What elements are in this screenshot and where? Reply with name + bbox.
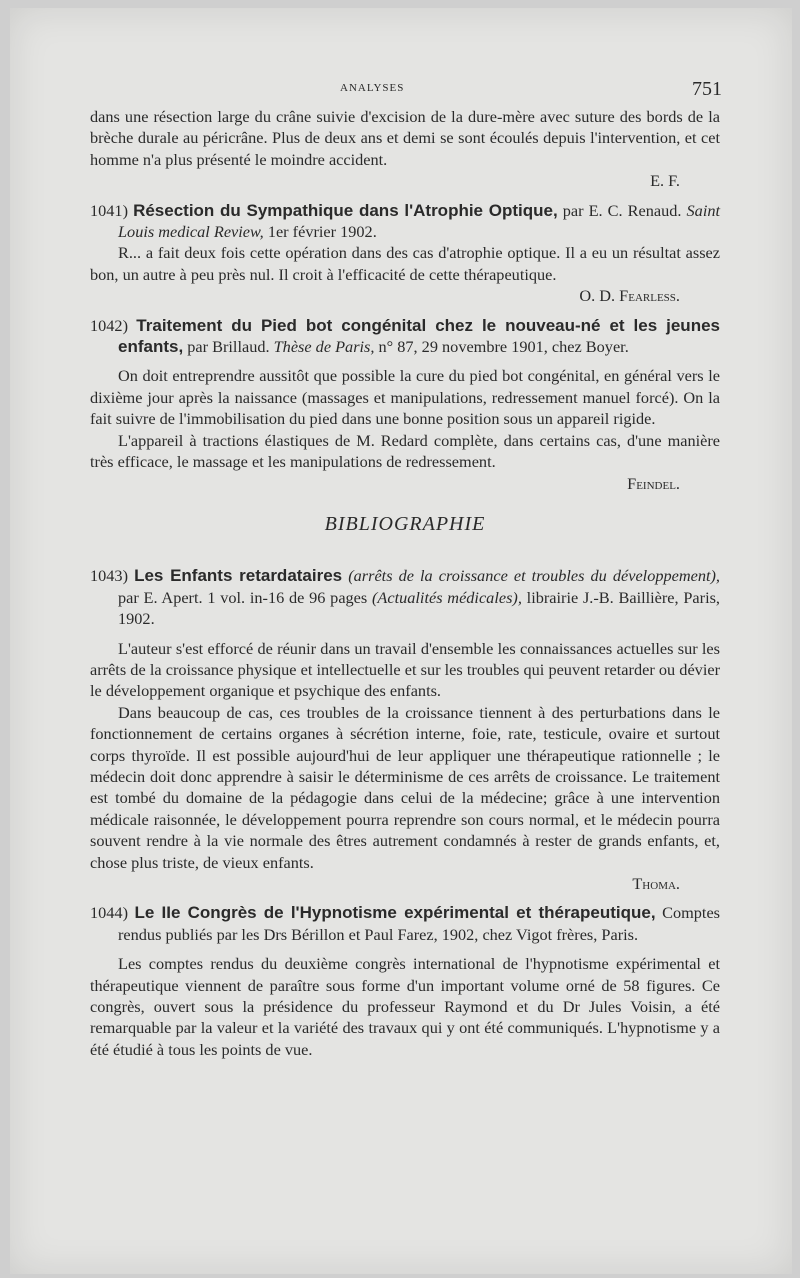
entry-1044-number: 1044) bbox=[90, 903, 128, 923]
entry-1042-date: n° 87, 29 novembre 1901, chez Boyer. bbox=[374, 337, 629, 357]
entry-1041-heading bbox=[90, 200, 720, 243]
page-number: 751 bbox=[692, 78, 722, 100]
entry-1044-title: Le IIe Congrès de l'Hypnotisme expérimental et thérapeutique, bbox=[134, 903, 656, 923]
entry-1042-heading bbox=[90, 315, 720, 358]
entry-1043-number: 1043) bbox=[90, 566, 128, 586]
entry-1042-title: Traitement du Pied bot congénital chez le nouveau-né et les jeunes enfants, bbox=[118, 315, 720, 357]
entry-1042-signature: Feindel. bbox=[627, 473, 680, 493]
entry-1044-details: Comptes rendus publiés par les Drs Bérillon et Paul Farez, 1902, chez Vigot frères, Paris. bbox=[118, 903, 721, 944]
entry-1044-paragraph-1: Les comptes rendus du deuxième congrès international de l'hypnotisme expérimental et thérapeutique viennent de paraître sous forme d'un important volume orné de 58 figures. Ce congrès, ouvert sous la présidence du professeur Raymond et du Dr Jules Voisin, a été remarquable par la valeur et la variété des travaux qui y ont été communiqués. L'hypnotisme y a été étudié à tous les points de vue. bbox=[90, 954, 720, 1059]
entry-1043-heading bbox=[90, 565, 720, 629]
entry-1043-series: (Actualités médicales), bbox=[372, 587, 522, 607]
entry-1042-number: 1042) bbox=[90, 315, 128, 335]
entry-1041-signature: O. D. Fearless. bbox=[579, 286, 680, 306]
entry-1043-author: par E. Apert. 1 vol. in-16 de 96 pages bbox=[118, 587, 373, 607]
entry-1042-thesis: Thèse de Paris, bbox=[273, 337, 375, 357]
entry-1043-paragraph-2: Dans beaucoup de cas, ces troubles de la croissance tiennent à des perturbations dans le fonctionnement de certains organes à sécrétion interne, foie, rate, testicule, ovaire et surtout corps thyroïde. Il est possible aujourd'hui de leur appliquer une thérapeutique rationnelle ; le médecin doit donc apprendre à saisir le déterminisme de ces arrêts de croissance. Le traitement est tombé du domaine de la pédagogie dans celui de la médecine; grâce à une intervention médicale raisonnée, le développement pourra reprendre son cours normal, et le médecin pourra souvent rendre à la vie normale des êtres autrement condamnés à rester de grands enfants, et, chose plus triste, de vieux enfants. bbox=[90, 702, 720, 872]
entry-1043-paragraph-1: L'auteur s'est efforcé de réunir dans un travail d'ensemble les connaissances actuelles sur les arrêts de la croissance physique et intellectuelle et sur les troubles qui peuvent retarder ou dévier le développement organique et psychique des enfants. bbox=[90, 638, 720, 701]
running-title: ANALYSES bbox=[340, 82, 405, 94]
entry-1041-title: Résection du Sympathique dans l'Atrophie Optique, bbox=[133, 200, 558, 220]
entry-1041-author: par E. C. Renaud. bbox=[557, 200, 687, 220]
entry-1043-publisher: librairie J.-B. Baillière, Paris, 1902. bbox=[118, 587, 721, 629]
entry-1041-number: 1041) bbox=[90, 200, 128, 220]
entry-1042-author: par Brillaud. bbox=[183, 337, 274, 357]
entry-1043-signature: Thoma. bbox=[632, 874, 680, 893]
entry-1042-paragraph-2: L'appareil à tractions élastiques de M. Redard complète, dans certains cas, d'une manière très efficace, le massage et les manipulations de redressement. bbox=[90, 430, 720, 472]
page-header bbox=[10, 78, 792, 102]
section-title: BIBLIOGRAPHIE bbox=[324, 512, 486, 535]
intro-signature: E. F. bbox=[650, 171, 680, 191]
entry-1041-body: R... a fait deux fois cette opération dans des cas d'atrophie optique. Il a eu un résultat assez bon, un autre à peu près nul. Il croit à l'efficacité de cette thérapeutique. bbox=[90, 243, 720, 284]
entry-1041-date: 1er février 1902. bbox=[263, 222, 377, 242]
entry-1043-title: Les Enfants retardataires bbox=[134, 566, 343, 586]
intro-paragraph: dans une résection large du crâne suivie d'excision de la dure-mère avec suture des bords de la brèche durale au péricrâne. Plus de deux ans et demi se sont écoulés depuis l'intervention, et cet homme n'a plus présenté le moindre accident. bbox=[90, 107, 720, 169]
entry-1043-subtitle: (arrêts de la croissance et troubles du développement), bbox=[348, 566, 720, 586]
page-body bbox=[90, 106, 720, 1060]
entry-1044-heading bbox=[90, 902, 720, 945]
scanned-page bbox=[10, 8, 792, 1274]
entry-1042-paragraph-1: On doit entreprendre aussitôt que possible la cure du pied bot congénital, en général vers le dixième jour après la naissance (massages et manipulations, redressement manuel forcé). On la fait suivre de l'immobilisation du pied dans une bonne position sous un appareil rigide. bbox=[90, 366, 720, 429]
entry-1041-journal: Saint Louis medical Review, bbox=[118, 200, 721, 242]
